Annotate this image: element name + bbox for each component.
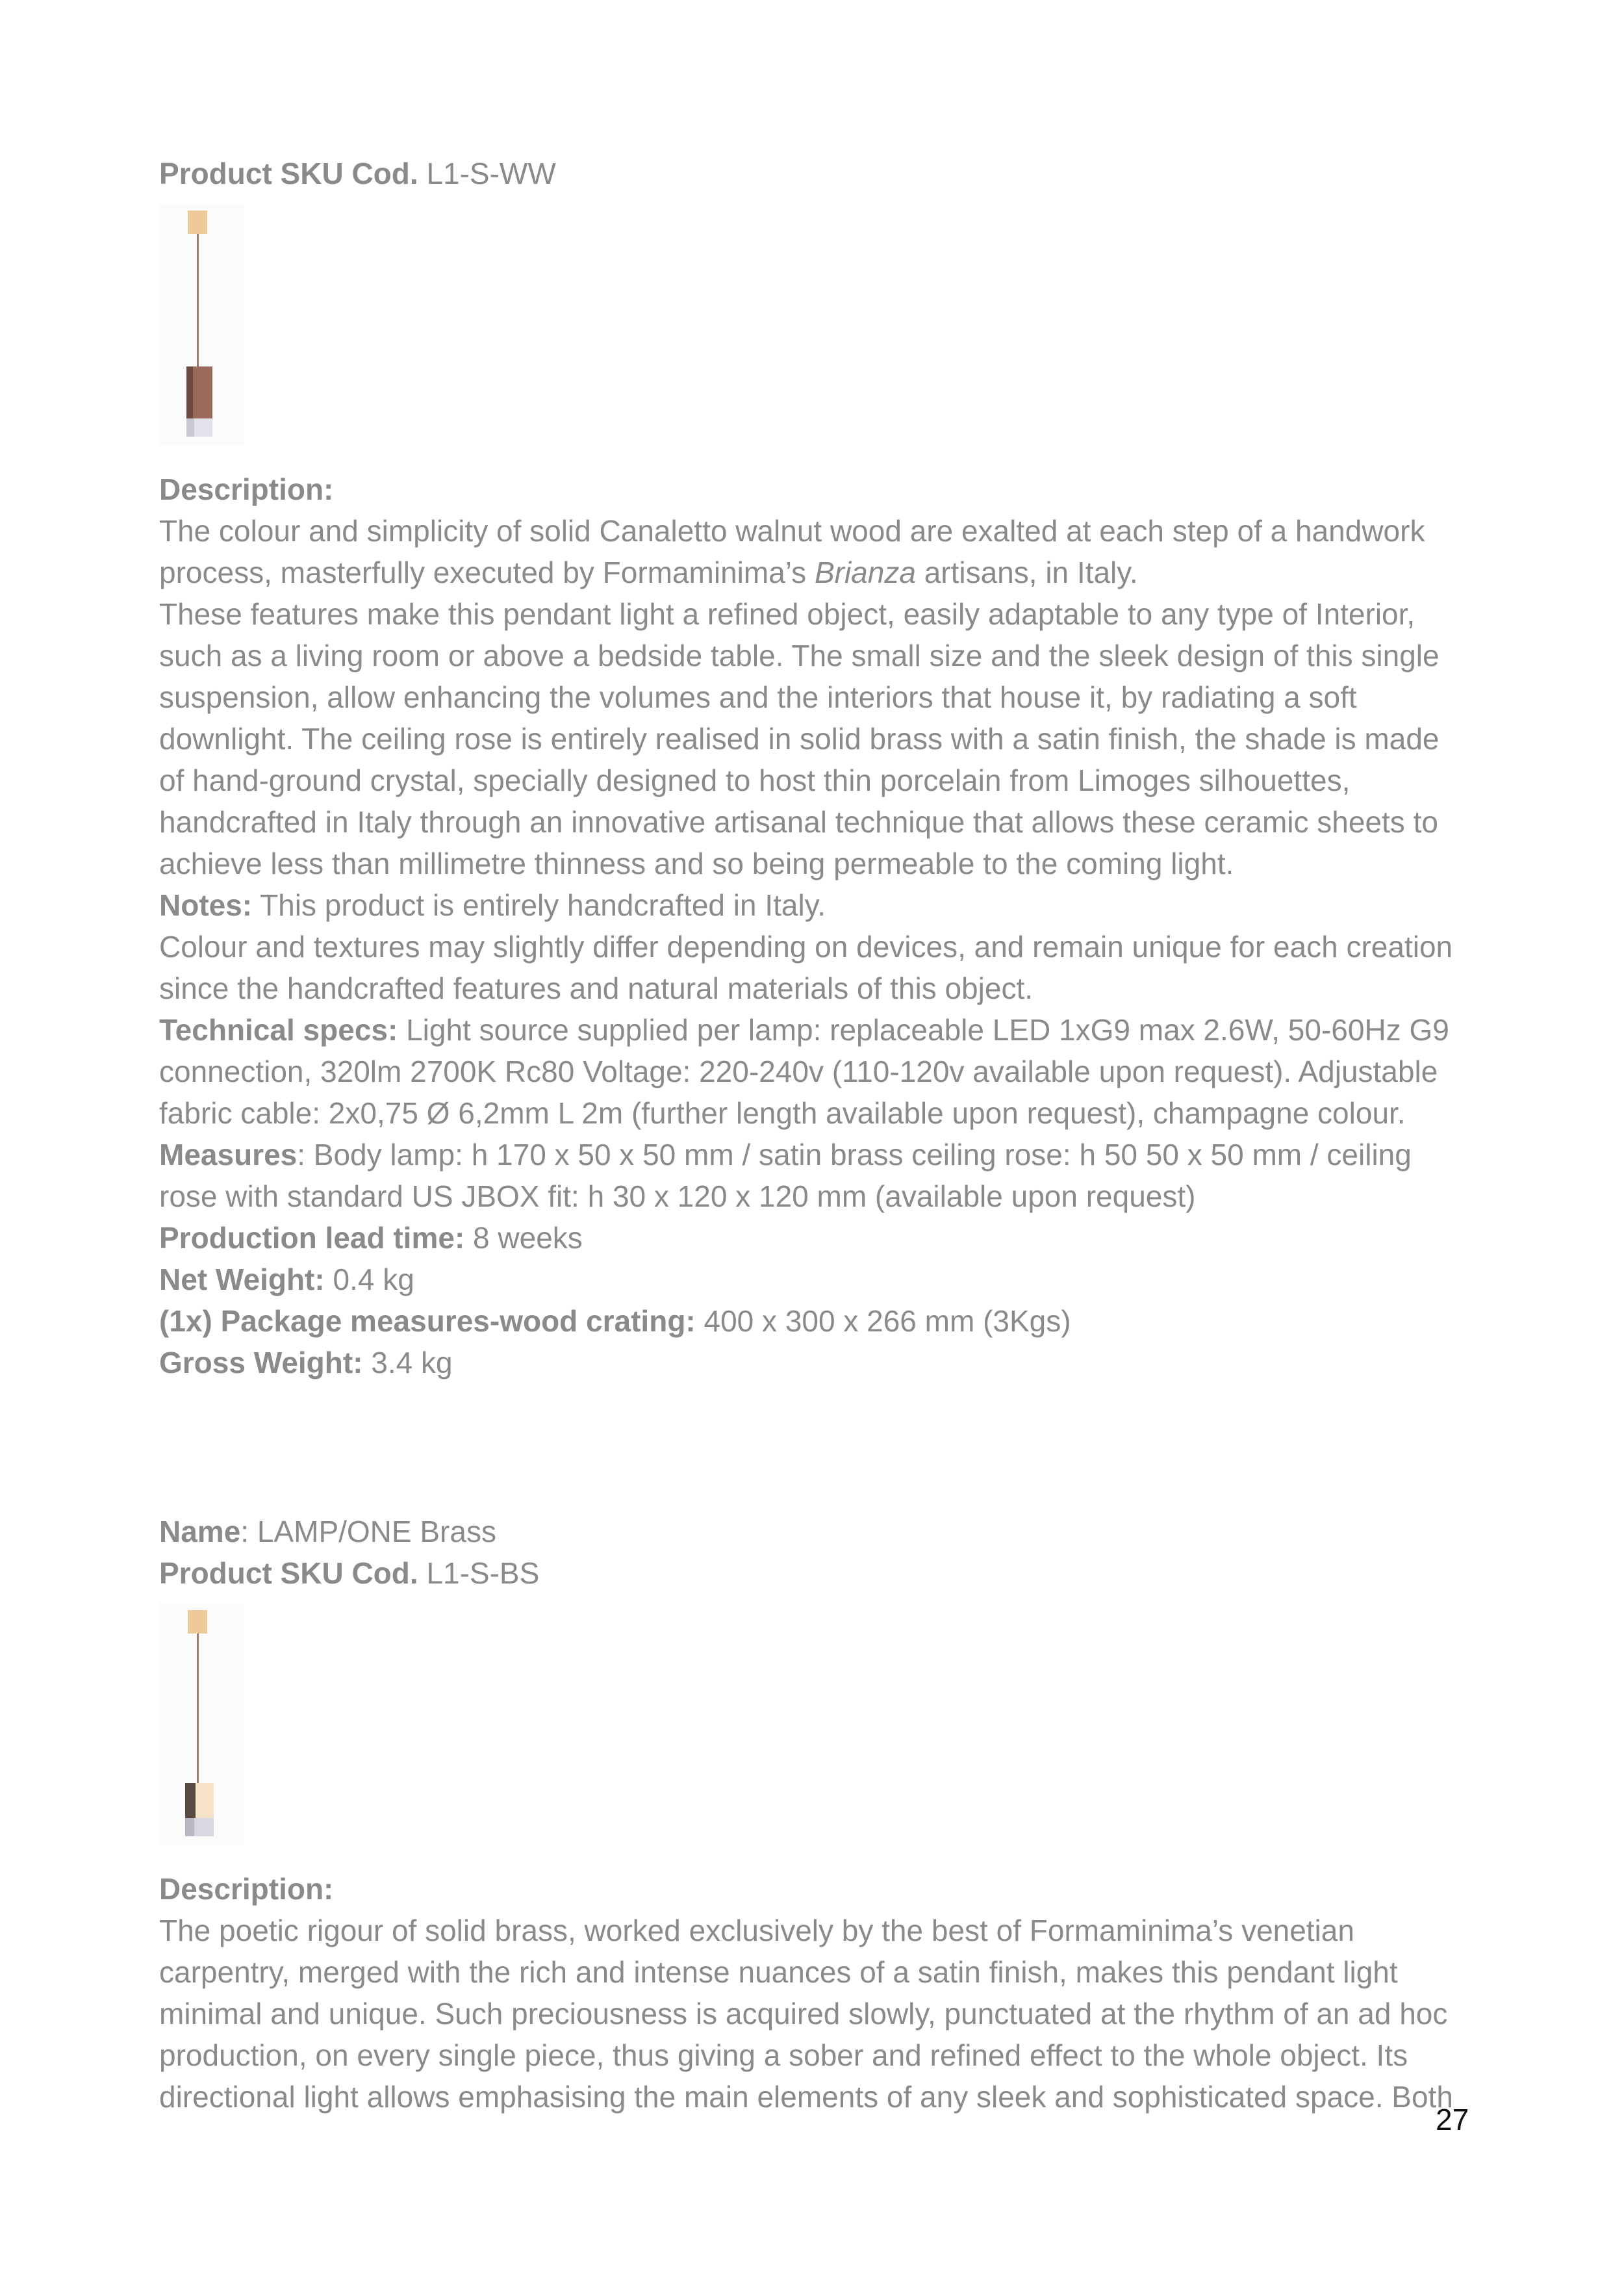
notes-line: Colour and textures may slightly differ depending on devices, and remain unique for each creation — [159, 930, 1453, 964]
pendant-lamp-walnut-image — [159, 204, 244, 446]
page-number: 27 — [1436, 2103, 1469, 2136]
product-sku-line: Product SKU Cod. L1-S-BS — [159, 1556, 540, 1590]
notes-line: since the handcrafted features and natural materials of this object. — [159, 971, 1034, 1005]
tech-specs-line: connection, 320lm 2700K Rc80 Voltage: 220-240v (110-120v available upon request). Adjustable — [159, 1055, 1438, 1088]
product-image-brass — [159, 1604, 244, 1845]
measures-line: rose with standard US JBOX fit: h 30 x 120 x 120 mm (available upon request) — [159, 1179, 1196, 1213]
package-line: (1x) Package measures-wood crating: 400 x 300 x 266 mm (3Kgs) — [159, 1304, 1071, 1338]
description-line: production, on every single piece, thus giving a sober and refined effect to the whole object. Its — [159, 2038, 1408, 2072]
product-name-line: Name: LAMP/ONE Brass — [159, 1515, 496, 1548]
description-line: downlight. The ceiling rose is entirely realised in solid brass with a satin finish, the shade is made — [159, 722, 1440, 756]
description-line: The poetic rigour of solid brass, worked exclusively by the best of Formaminima’s venetian — [159, 1914, 1354, 1947]
description-line: process, masterfully executed by Formaminima’s Brianza artisans, in Italy. — [159, 556, 1138, 589]
description-line: achieve less than millimetre thinness and so being permeable to the coming light. — [159, 847, 1234, 880]
description-line: The colour and simplicity of solid Canaletto walnut wood are exalted at each step of a handwork — [159, 514, 1425, 548]
sku-value: L1-S-WW — [418, 157, 556, 190]
product-sku-line — [159, 153, 1478, 194]
section-spacer — [159, 1383, 1478, 1511]
lead-time-line: Production lead time: 8 weeks — [159, 1221, 583, 1255]
description-line: handcrafted in Italy through an innovative artisanal technique that allows these ceramic sheets to — [159, 805, 1438, 839]
measures-line: Measures: Body lamp: h 170 x 50 x 50 mm / satin brass ceiling rose: h 50 50 x 50 mm / ceiling — [159, 1138, 1412, 1172]
document-page — [159, 153, 1478, 2118]
description-line: minimal and unique. Such preciousness is acquired slowly, punctuated at the rhythm of an ad hoc — [159, 1997, 1448, 2031]
sku-label: Product SKU Cod. — [159, 157, 418, 190]
gross-weight-line: Gross Weight: 3.4 kg — [159, 1346, 453, 1379]
net-weight-line: Net Weight: 0.4 kg — [159, 1263, 414, 1296]
description-line: such as a living room or above a bedside table. The small size and the sleek design of this single — [159, 639, 1440, 673]
description-line: of hand-ground crystal, specially designed to host thin porcelain from Limoges silhouettes, — [159, 763, 1351, 797]
description-heading: Description: — [159, 472, 334, 506]
brianza-italic: Brianza — [814, 556, 916, 589]
description-line: suspension, allow enhancing the volumes and the interiors that house it, by radiating a soft — [159, 680, 1357, 714]
tech-specs-line: Technical specs: Light source supplied per lamp: replaceable LED 1xG9 max 2.6W, 50-60Hz G9 — [159, 1013, 1449, 1047]
description-line: carpentry, merged with the rich and intense nuances of a satin finish, makes this pendant light — [159, 1955, 1398, 1989]
description-heading: Description: — [159, 1872, 334, 1906]
product-image-walnut — [159, 204, 244, 446]
description-line: These features make this pendant light a refined object, easily adaptable to any type of Interior, — [159, 597, 1415, 631]
description-line: directional light allows emphasising the main elements of any sleek and sophisticated space. Both — [159, 2080, 1453, 2114]
notes-line: Notes: This product is entirely handcrafted in Italy. — [159, 888, 826, 922]
pendant-lamp-brass-image — [159, 1604, 244, 1845]
tech-specs-line: fabric cable: 2x0,75 Ø 6,2mm L 2m (further length available upon request), champagne colour. — [159, 1096, 1406, 1130]
